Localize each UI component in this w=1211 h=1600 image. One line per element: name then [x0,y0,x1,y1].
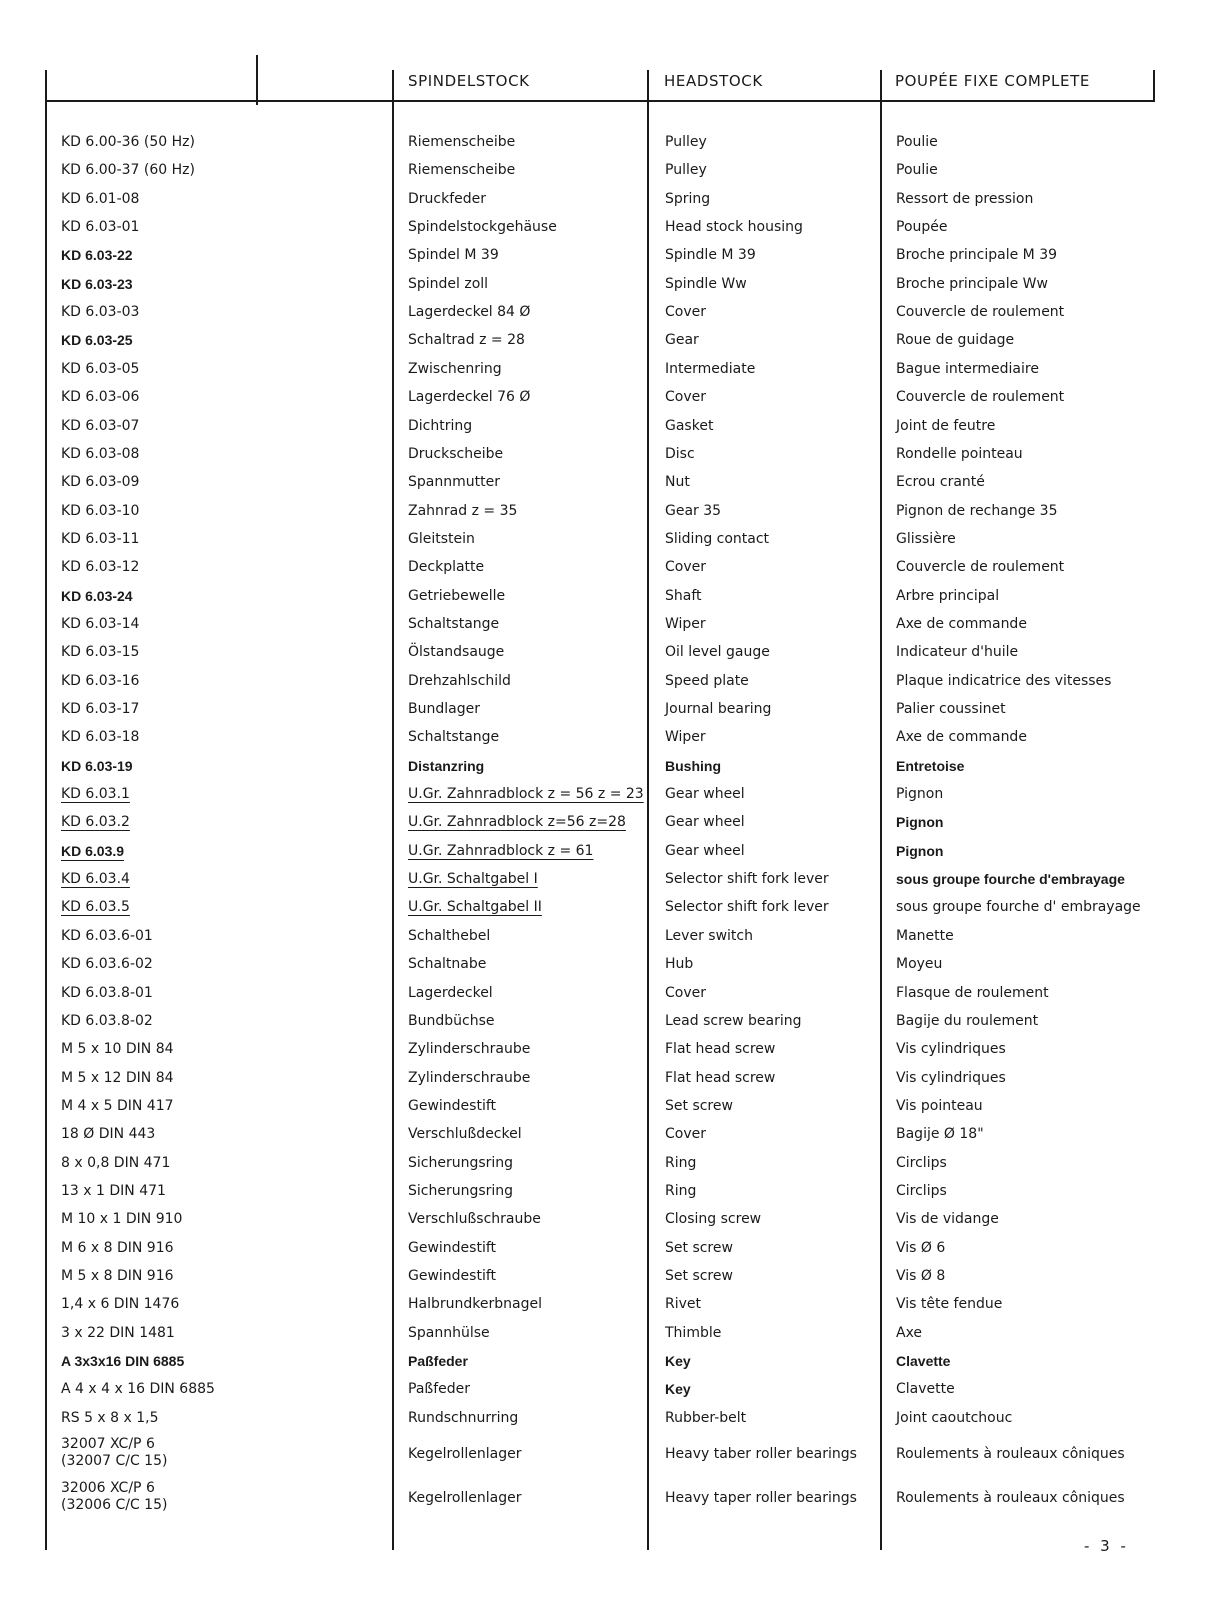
french-name: Vis cylindriques [896,1041,1006,1058]
german-name: Paßfeder [408,1353,468,1370]
german-name: U.Gr. Zahnradblock z = 61 [408,842,594,859]
german-name: Gewindestift [408,1239,497,1256]
header-english: HEADSTOCK [664,72,763,90]
german-name: Distanzring [408,757,485,774]
english-name: Cover [665,559,706,576]
english-name: Journal bearing [665,701,772,717]
table-row [0,695,1211,723]
german-name: Deckplatte [408,559,485,576]
english-name: Rivet [665,1296,702,1313]
french-name: Ressort de pression [896,190,1034,207]
page-number: - 3 - [1084,1537,1129,1555]
french-name: Ecrou cranté [896,474,985,491]
table-row [0,1149,1211,1177]
french-name: Moyeu [896,956,943,973]
french-name: Axe [896,1324,923,1341]
part-number: M 5 x 10 DIN 84 [61,1041,174,1058]
part-number: KD 6.03-09 [61,474,140,491]
english-name: Heavy taber roller bearings [665,1446,857,1463]
english-name: Speed plate [665,672,749,689]
english-name: Oil level gauge [665,644,770,661]
part-number: KD 6.03.4 [61,871,130,888]
header-rule [45,100,1155,102]
part-number: KD 6.03.1 [61,786,130,803]
german-name: Kegelrollenlager [408,1446,522,1463]
table-row [0,1290,1211,1318]
french-name: Roulements à rouleaux côniques [896,1490,1125,1507]
table-row [0,270,1211,298]
english-name: Rubber-belt [665,1409,747,1426]
german-name: Spindelstockgehäuse [408,219,557,236]
english-name: Flat head screw [665,1069,776,1086]
french-name: Vis Ø 8 [896,1268,946,1284]
table-row [0,950,1211,978]
part-number: KD 6.03-12 [61,559,140,576]
english-name: Bushing [665,757,721,774]
french-name: Couvercle de roulement [896,559,1065,576]
english-name: Flat head screw [665,1041,776,1058]
part-number: A 3x3x16 DIN 6885 [61,1353,185,1370]
english-name: Gear [665,332,699,349]
table-row [0,1319,1211,1347]
part-number: KD 6.03-23 [61,275,133,292]
part-number: KD 6.03-18 [61,729,140,746]
german-name: Spannhülse [408,1324,490,1341]
english-name: Key [665,1353,691,1370]
french-name: Clavette [896,1381,955,1398]
german-name: U.Gr. Zahnradblock z=56 z=28 [408,814,626,831]
table-row [0,1404,1211,1432]
german-name: Verschlußdeckel [408,1126,522,1143]
part-number: KD 6.00-37 (60 Hz) [61,162,195,179]
english-name: Selector shift fork lever [665,871,829,888]
table-row [0,1478,1211,1518]
part-number: KD 6.03-24 [61,587,133,604]
german-name: Spindel zoll [408,275,489,292]
german-name: Ölstandsauge [408,644,505,661]
german-name: Schaltstange [408,729,500,746]
english-name: Gasket [665,417,714,434]
table-row [0,553,1211,581]
part-number: 3 x 22 DIN 1481 [61,1324,175,1341]
table-row [0,525,1211,553]
part-number: KD 6.03-06 [61,389,140,406]
part-number: M 6 x 8 DIN 916 [61,1239,174,1256]
french-name: Roue de guidage [896,332,1015,349]
german-name: Schalthebel [408,927,491,944]
table-row [0,837,1211,865]
english-name: Selector shift fork lever [665,899,829,916]
part-number: KD 6.03.9 [61,842,125,859]
part-number: KD 6.03-17 [61,701,140,717]
part-number: RS 5 x 8 x 1,5 [61,1409,159,1426]
english-name: Spindle M 39 [665,247,756,264]
table-row [0,213,1211,241]
table-row [0,241,1211,269]
english-name: Head stock housing [665,219,803,236]
part-number: M 5 x 12 DIN 84 [61,1069,174,1086]
french-name: Circlips [896,1182,947,1199]
french-name: Broche principale Ww [896,275,1048,292]
french-name: Vis pointeau [896,1097,983,1114]
english-name: Shaft [665,587,702,604]
english-name: Pulley [665,134,707,150]
table-row [0,865,1211,893]
part-number: KD 6.03-22 [61,247,133,264]
table-row [0,1347,1211,1375]
french-name: Bagije du roulement [896,1012,1039,1029]
french-name: Poulie [896,162,938,179]
english-name: Wiper [665,615,706,632]
german-name: Paßfeder [408,1381,471,1398]
french-name: Axe de commande [896,729,1027,746]
table-row [0,185,1211,213]
german-name: Sicherungsring [408,1154,514,1171]
english-name: Heavy taper roller bearings [665,1490,857,1507]
table-row [0,752,1211,780]
table-row [0,128,1211,156]
german-name: Spindel M 39 [408,247,499,264]
french-name: Arbre principal [896,587,1000,604]
french-name: Manette [896,927,954,944]
table-row [0,1262,1211,1290]
table-row [0,355,1211,383]
french-name: Vis tête fendue [896,1296,1003,1313]
part-number: M 5 x 8 DIN 916 [61,1268,174,1284]
english-name: Cover [665,304,706,321]
english-name: Closing screw [665,1211,762,1228]
header-german: SPINDELSTOCK [408,72,530,90]
part-number: KD 6.00-36 (50 Hz) [61,134,195,150]
english-name: Wiper [665,729,706,746]
column-rule [256,55,258,105]
english-name: Cover [665,1126,706,1143]
column-rule [1153,70,1155,100]
table-row [0,922,1211,950]
french-name: Bague intermediaire [896,360,1039,377]
table-row [0,326,1211,354]
table-row [0,1007,1211,1035]
german-name: Gewindestift [408,1097,497,1114]
english-name: Cover [665,984,706,1001]
table-row [0,1120,1211,1148]
french-name: Clavette [896,1353,951,1370]
french-name: Joint de feutre [896,417,996,434]
german-name: Drehzahlschild [408,672,511,689]
table-row [0,893,1211,921]
french-name: Pignon [896,814,944,831]
part-number: KD 6.03.6-01 [61,927,153,944]
table-row [0,1234,1211,1262]
english-name: Sliding contact [665,530,770,547]
german-name: Gleitstein [408,530,475,547]
french-name: Poulie [896,134,938,150]
part-number-line: (32007 C/C 15) [61,1453,168,1470]
german-name: U.Gr. Zahnradblock z = 56 z = 23 [408,786,644,803]
french-name: Circlips [896,1154,947,1171]
part-number: M 10 x 1 DIN 910 [61,1211,183,1228]
part-number: KD 6.03-16 [61,672,140,689]
french-name: Couvercle de roulement [896,389,1065,406]
english-name: Set screw [665,1268,733,1284]
part-number: KD 6.03-01 [61,219,140,236]
german-name: Verschlußschraube [408,1211,541,1228]
english-name: Lever switch [665,927,753,944]
part-number: M 4 x 5 DIN 417 [61,1097,174,1114]
german-name: Zwischenring [408,360,502,377]
german-name: Rundschnurring [408,1409,519,1426]
part-number: KD 6.03-08 [61,445,140,462]
english-name: Gear 35 [665,502,722,519]
english-name: Spindle Ww [665,275,747,292]
part-number: KD 6.03-14 [61,615,140,632]
french-name: Pignon [896,842,944,859]
english-name: Pulley [665,162,707,179]
table-row [0,979,1211,1007]
part-number: KD 6.03-05 [61,360,140,377]
english-name: Hub [665,956,694,973]
german-name: Schaltstange [408,615,500,632]
table-row [0,582,1211,610]
part-number: 8 x 0,8 DIN 471 [61,1154,171,1171]
german-name: Riemenscheibe [408,162,516,179]
english-name: Disc [665,445,695,462]
german-name: U.Gr. Schaltgabel I [408,871,538,888]
part-number: 1,4 x 6 DIN 1476 [61,1296,180,1313]
part-number: KD 6.03.8-02 [61,1012,153,1029]
french-name: Bagije Ø 18" [896,1126,984,1143]
part-number: 18 Ø DIN 443 [61,1126,156,1143]
part-number: KD 6.03-15 [61,644,140,661]
part-number [61,1436,167,1470]
german-name: Kegelrollenlager [408,1490,522,1507]
english-name: Gear wheel [665,842,745,859]
table-row [0,298,1211,326]
part-number: KD 6.03-07 [61,417,140,434]
table-row [0,1092,1211,1120]
table-row [0,1035,1211,1063]
table-row [0,440,1211,468]
german-name: Riemenscheibe [408,134,516,150]
table-row [0,497,1211,525]
part-number: KD 6.03-10 [61,502,140,519]
english-name: Set screw [665,1097,733,1114]
table-row [0,638,1211,666]
part-number: KD 6.03.8-01 [61,984,153,1001]
table-row [0,156,1211,184]
english-name: Intermediate [665,360,756,377]
part-number: KD 6.01-08 [61,190,140,207]
table-row [0,1434,1211,1474]
part-number: 13 x 1 DIN 471 [61,1182,166,1199]
french-name: Vis cylindriques [896,1069,1006,1086]
german-name: Dichtring [408,417,473,434]
english-name: Gear wheel [665,814,745,831]
english-name: Thimble [665,1324,722,1341]
part-number: KD 6.03-03 [61,304,140,321]
part-number-line: (32006 C/C 15) [61,1497,168,1514]
german-name: Bundbüchse [408,1012,495,1029]
english-name: Ring [665,1154,697,1171]
french-name: Couvercle de roulement [896,304,1065,321]
german-name: Zylinderschraube [408,1069,531,1086]
part-number: KD 6.03-25 [61,332,133,349]
french-name: Pignon de rechange 35 [896,502,1058,519]
german-name: Druckfeder [408,190,487,207]
table-row [0,383,1211,411]
english-name: Lead screw bearing [665,1012,802,1029]
french-name: Glissière [896,530,956,547]
german-name: Bundlager [408,701,480,717]
german-name: Spannmutter [408,474,500,491]
german-name: Schaltnabe [408,956,487,973]
german-name: Zahnrad z = 35 [408,502,518,519]
german-name: Druckscheibe [408,445,504,462]
table-row [0,1375,1211,1403]
part-number: KD 6.03.5 [61,899,130,916]
table-row [0,1205,1211,1233]
german-name: Lagerdeckel 84 Ø [408,304,531,321]
part-number-line: 32007 XC/P 6 [61,1436,155,1453]
french-name: Poupée [896,219,948,236]
german-name: Schaltrad z = 28 [408,332,525,349]
table-row [0,1177,1211,1205]
english-name: Cover [665,389,706,406]
french-name: Axe de commande [896,615,1027,632]
part-number: KD 6.03-11 [61,530,140,547]
french-name: Flasque de roulement [896,984,1049,1001]
french-name: sous groupe fourche d' embrayage [896,899,1141,916]
german-name: Lagerdeckel [408,984,493,1001]
french-name: Rondelle pointeau [896,445,1023,462]
french-name: Vis de vidange [896,1211,999,1228]
german-name: Sicherungsring [408,1182,514,1199]
table-row [0,780,1211,808]
english-name: Gear wheel [665,786,745,803]
table-row [0,1064,1211,1092]
part-number: A 4 x 4 x 16 DIN 6885 [61,1381,215,1398]
table-row [0,610,1211,638]
part-number: KD 6.03-19 [61,757,133,774]
table-row [0,468,1211,496]
part-number [61,1480,167,1514]
english-name: Spring [665,190,711,207]
german-name: U.Gr. Schaltgabel II [408,899,542,916]
english-name: Ring [665,1182,697,1199]
french-name: Pignon [896,786,944,803]
english-name: Nut [665,474,690,491]
part-number-line: 32006 XC/P 6 [61,1480,155,1497]
english-name: Key [665,1381,691,1398]
french-name: Entretoise [896,757,965,774]
german-name: Halbrundkerbnagel [408,1296,542,1313]
part-number: KD 6.03.6-02 [61,956,153,973]
french-name: Vis Ø 6 [896,1239,946,1256]
german-name: Lagerdeckel 76 Ø [408,389,531,406]
french-name: sous groupe fourche d'embrayage [896,871,1125,888]
french-name: Roulements à rouleaux côniques [896,1446,1125,1463]
table-row [0,808,1211,836]
french-name: Broche principale M 39 [896,247,1058,264]
part-number: KD 6.03.2 [61,814,130,831]
header-french: POUPÉE FIXE COMPLETE [895,72,1090,90]
table-row [0,723,1211,751]
french-name: Indicateur d'huile [896,644,1019,661]
german-name: Getriebewelle [408,587,506,604]
french-name: Palier coussinet [896,701,1006,717]
english-name: Set screw [665,1239,733,1256]
german-name: Gewindestift [408,1268,497,1284]
french-name: Joint caoutchouc [896,1409,1013,1426]
french-name: Plaque indicatrice des vitesses [896,672,1112,689]
table-row [0,667,1211,695]
table-row [0,412,1211,440]
german-name: Zylinderschraube [408,1041,531,1058]
